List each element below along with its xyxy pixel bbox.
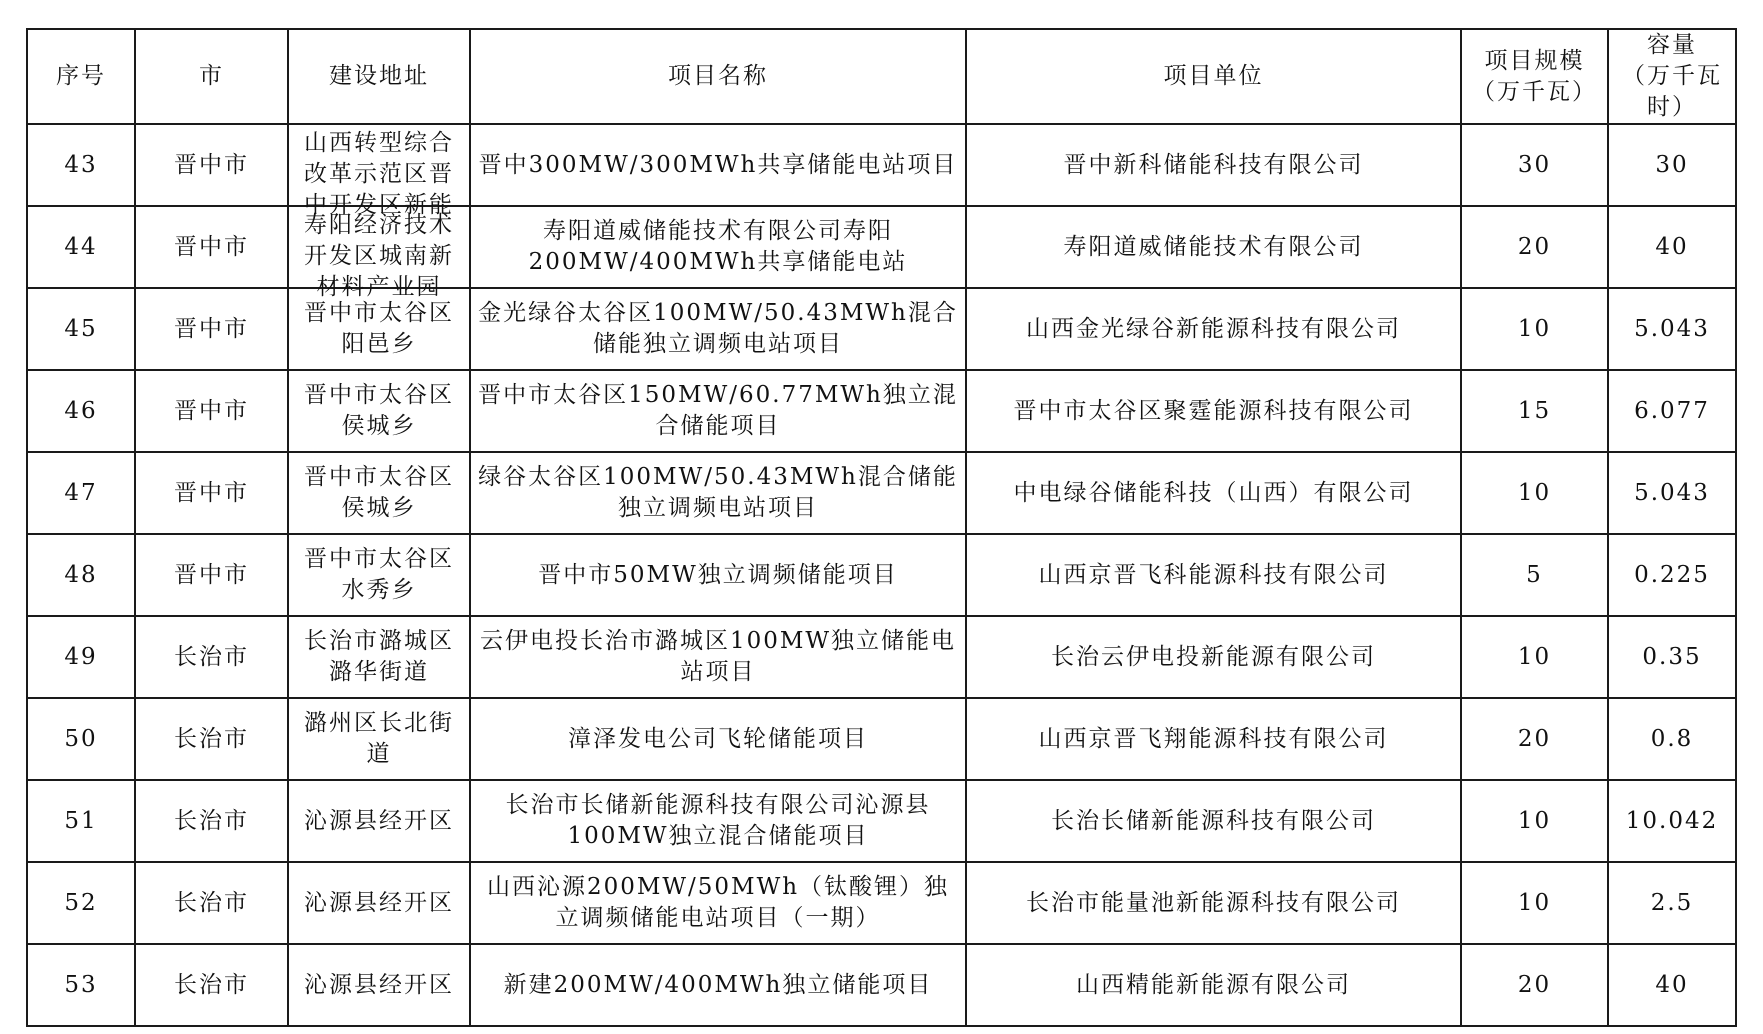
cell-capacity: 5.043 xyxy=(1608,452,1736,534)
cell-scale: 20 xyxy=(1461,698,1608,780)
cell-city: 晋中市 xyxy=(135,206,288,288)
cell-project-name-text: 漳泽发电公司飞轮储能项目 xyxy=(568,725,868,752)
cell-address xyxy=(288,698,470,780)
cell-project-name xyxy=(470,780,966,862)
table-row xyxy=(27,370,1736,452)
cell-address-text: 晋中市太谷区侯城乡 xyxy=(304,464,454,521)
cell-city: 晋中市 xyxy=(135,288,288,370)
cell-project-unit: 晋中市太谷区聚霆能源科技有限公司 xyxy=(966,370,1461,452)
table-row xyxy=(27,944,1736,1026)
header-capacity xyxy=(1608,29,1736,124)
cell-project-unit: 寿阳道威储能技术有限公司 xyxy=(966,206,1461,288)
cell-scale: 20 xyxy=(1461,944,1608,1026)
cell-scale: 10 xyxy=(1461,862,1608,944)
cell-address xyxy=(288,288,470,370)
cell-project-name-text: 金光绿谷太谷区100MW/50.43MWh混合储能独立调频电站项目 xyxy=(478,300,958,357)
table-row xyxy=(27,124,1736,206)
cell-city: 长治市 xyxy=(135,944,288,1026)
cell-project-unit: 山西金光绿谷新能源科技有限公司 xyxy=(966,288,1461,370)
cell-address-text: 沁源县经开区 xyxy=(304,971,454,998)
cell-address xyxy=(288,780,470,862)
cell-city: 长治市 xyxy=(135,698,288,780)
cell-project-name xyxy=(470,452,966,534)
cell-no: 52 xyxy=(27,862,135,944)
cell-scale: 5 xyxy=(1461,534,1608,616)
cell-no: 49 xyxy=(27,616,135,698)
cell-no: 43 xyxy=(27,124,135,206)
cell-capacity: 10.042 xyxy=(1608,780,1736,862)
cell-project-name xyxy=(470,616,966,698)
project-table xyxy=(26,28,1737,1027)
cell-no: 46 xyxy=(27,370,135,452)
cell-address-text: 沁源县经开区 xyxy=(304,889,454,916)
cell-project-unit: 山西京晋飞科能源科技有限公司 xyxy=(966,534,1461,616)
cell-address-text: 晋中市太谷区阳邑乡 xyxy=(304,300,454,357)
cell-no: 48 xyxy=(27,534,135,616)
cell-address-text: 沁源县经开区 xyxy=(304,807,454,834)
cell-scale: 10 xyxy=(1461,452,1608,534)
cell-scale: 10 xyxy=(1461,288,1608,370)
cell-capacity: 5.043 xyxy=(1608,288,1736,370)
cell-no: 45 xyxy=(27,288,135,370)
header-name: 项目名称 xyxy=(470,29,966,124)
cell-address xyxy=(288,944,470,1026)
header-unit: 项目单位 xyxy=(966,29,1461,124)
cell-address xyxy=(288,124,470,218)
cell-address xyxy=(288,206,470,300)
cell-project-name-text: 晋中300MW/300MWh共享储能电站项目 xyxy=(478,151,958,178)
table-row xyxy=(27,780,1736,862)
cell-city: 晋中市 xyxy=(135,124,288,206)
cell-project-name xyxy=(470,862,966,944)
cell-address-text: 长治市潞城区潞华街道 xyxy=(304,628,454,685)
cell-city: 长治市 xyxy=(135,780,288,862)
cell-city: 晋中市 xyxy=(135,534,288,616)
cell-no: 51 xyxy=(27,780,135,862)
cell-scale: 10 xyxy=(1461,616,1608,698)
table-row xyxy=(27,452,1736,534)
cell-project-name xyxy=(470,944,966,1026)
cell-project-name xyxy=(470,370,966,452)
cell-project-name xyxy=(470,288,966,370)
cell-project-unit: 长治长储新能源科技有限公司 xyxy=(966,780,1461,862)
cell-scale: 30 xyxy=(1461,124,1608,206)
cell-project-unit: 长治市能量池新能源科技有限公司 xyxy=(966,862,1461,944)
cell-project-name-text: 晋中市50MW独立调频储能项目 xyxy=(538,561,898,588)
cell-address-text: 晋中市太谷区水秀乡 xyxy=(304,546,454,603)
table-row xyxy=(27,534,1736,616)
cell-no: 53 xyxy=(27,944,135,1026)
header-scale-line2: （万千瓦） xyxy=(1472,78,1597,105)
cell-city: 长治市 xyxy=(135,862,288,944)
cell-project-name xyxy=(470,206,966,288)
cell-capacity: 40 xyxy=(1608,206,1736,288)
header-city: 市 xyxy=(135,29,288,124)
cell-city: 长治市 xyxy=(135,616,288,698)
cell-scale: 15 xyxy=(1461,370,1608,452)
header-address: 建设地址 xyxy=(288,29,470,124)
cell-address xyxy=(288,534,470,616)
cell-capacity: 6.077 xyxy=(1608,370,1736,452)
cell-capacity: 2.5 xyxy=(1608,862,1736,944)
cell-project-name-text: 云伊电投长治市潞城区100MW独立储能电站项目 xyxy=(479,628,957,685)
cell-project-name xyxy=(470,698,966,780)
cell-no: 44 xyxy=(27,206,135,288)
cell-project-name-text: 寿阳道威储能技术有限公司寿阳200MW/400MWh共享储能电站 xyxy=(528,218,908,275)
cell-project-unit: 晋中新科储能科技有限公司 xyxy=(966,124,1461,206)
cell-project-name-text: 晋中市太谷区150MW/60.77MWh独立混合储能项目 xyxy=(478,382,958,439)
cell-project-unit: 山西精能新能源有限公司 xyxy=(966,944,1461,1026)
header-capacity-line2: （万千瓦时） xyxy=(1622,63,1722,120)
cell-no: 50 xyxy=(27,698,135,780)
header-row xyxy=(27,29,1736,124)
cell-address-text: 山西转型综合改革示范区晋中开发区新能 xyxy=(304,130,454,218)
cell-address xyxy=(288,616,470,698)
cell-address xyxy=(288,452,470,534)
cell-project-unit: 山西京晋飞翔能源科技有限公司 xyxy=(966,698,1461,780)
table-row xyxy=(27,616,1736,698)
cell-project-name-text: 长治市长储新能源科技有限公司沁源县100MW独立混合储能项目 xyxy=(505,792,931,849)
cell-city: 晋中市 xyxy=(135,452,288,534)
cell-capacity: 30 xyxy=(1608,124,1736,206)
cell-capacity: 0.225 xyxy=(1608,534,1736,616)
cell-project-name xyxy=(470,534,966,616)
table-row xyxy=(27,288,1736,370)
cell-capacity: 0.8 xyxy=(1608,698,1736,780)
header-capacity-line1: 容量 xyxy=(1647,32,1697,58)
header-scale-line1: 项目规模 xyxy=(1484,47,1585,74)
cell-capacity: 40 xyxy=(1608,944,1736,1026)
cell-capacity: 0.35 xyxy=(1608,616,1736,698)
cell-project-name-text: 山西沁源200MW/50MWh（钛酸锂）独立调频储能电站项目（一期） xyxy=(486,874,950,931)
cell-address xyxy=(288,862,470,944)
cell-scale: 10 xyxy=(1461,780,1608,862)
cell-scale: 20 xyxy=(1461,206,1608,288)
header-no: 序号 xyxy=(27,29,135,124)
header-scale xyxy=(1461,29,1608,124)
table-row xyxy=(27,862,1736,944)
cell-project-unit: 长治云伊电投新能源有限公司 xyxy=(966,616,1461,698)
cell-address-text: 寿阳经济技术开发区城南新材料产业园 xyxy=(304,212,454,300)
cell-no: 47 xyxy=(27,452,135,534)
table-row xyxy=(27,698,1736,780)
cell-address xyxy=(288,370,470,452)
cell-project-name xyxy=(470,124,966,206)
cell-project-name-text: 新建200MW/400MWh独立储能项目 xyxy=(503,971,933,998)
cell-project-unit: 中电绿谷储能科技（山西）有限公司 xyxy=(966,452,1461,534)
cell-project-name-text: 绿谷太谷区100MW/50.43MWh混合储能独立调频电站项目 xyxy=(478,464,958,521)
cell-address-text: 晋中市太谷区侯城乡 xyxy=(304,382,454,439)
cell-city: 晋中市 xyxy=(135,370,288,452)
cell-address-text: 潞州区长北街道 xyxy=(304,710,454,767)
table-row xyxy=(27,206,1736,288)
